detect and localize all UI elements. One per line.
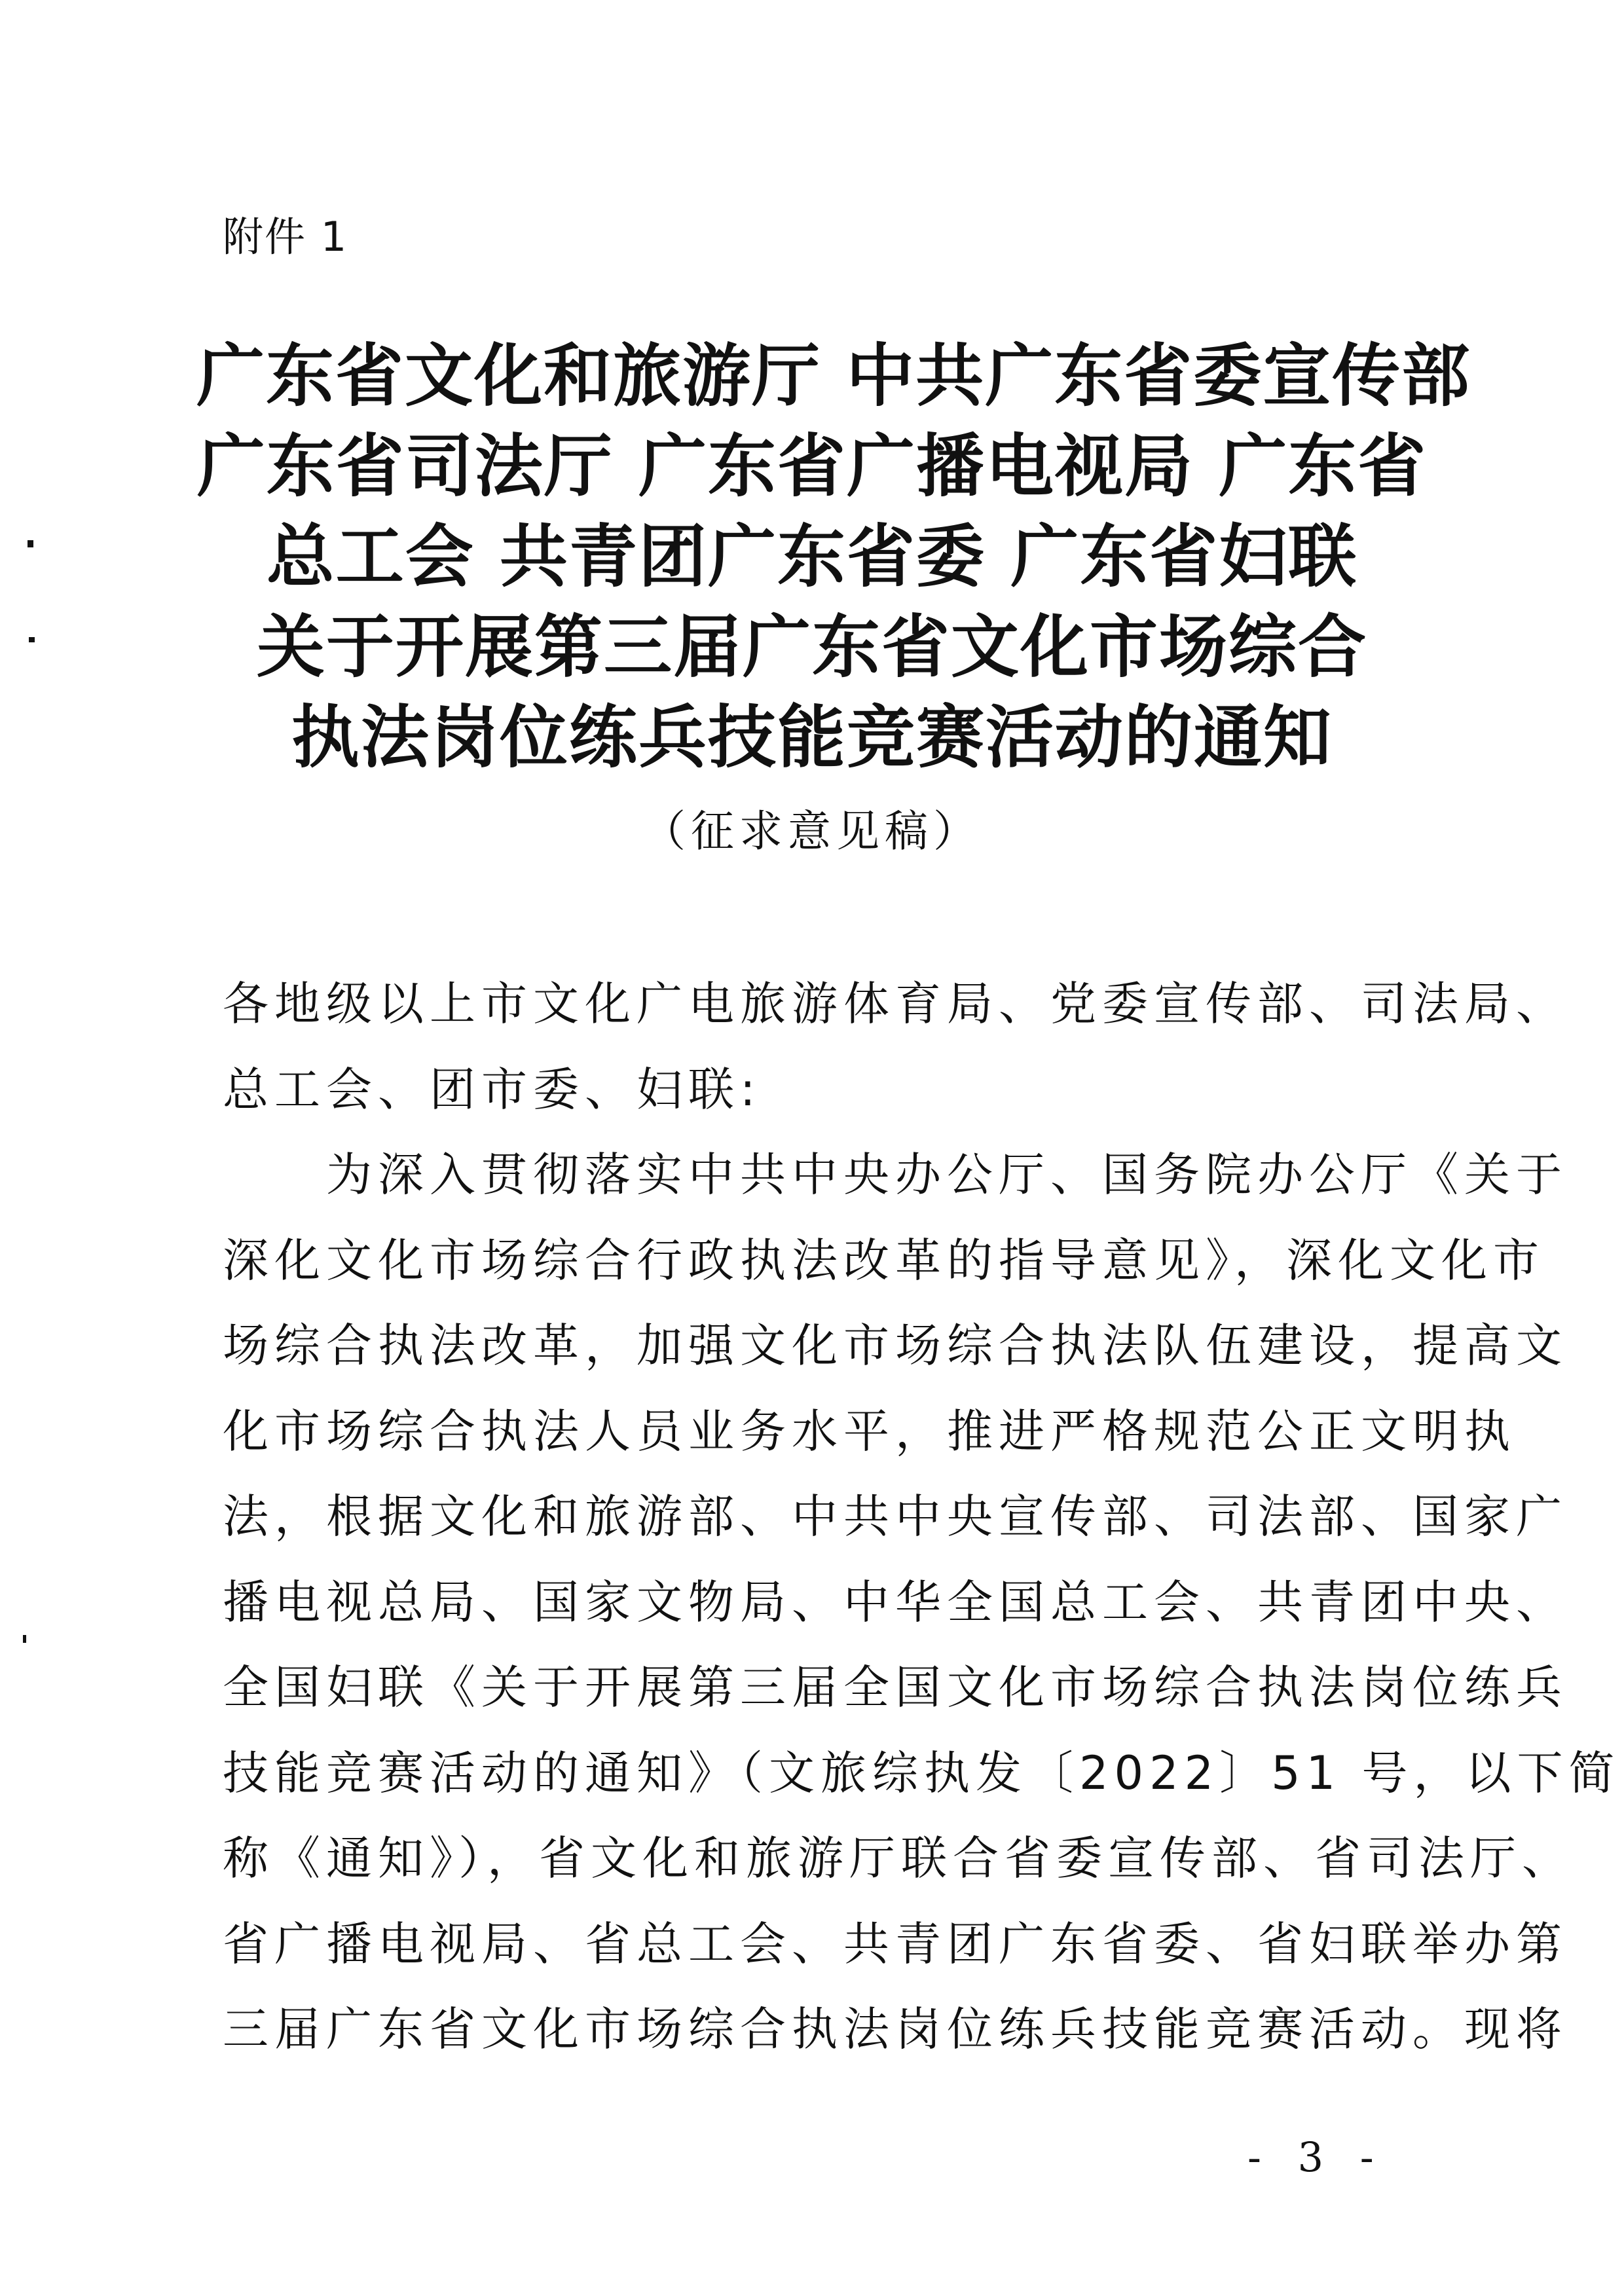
paragraph-line: 三届广东省文化市场综合执法岗位练兵技能竞赛活动。现将 (223, 2002, 1568, 2056)
document-title (196, 331, 1471, 782)
paragraph-line: 技能竞赛活动的通知》（文旅综执发〔2022〕51 号，以下简 (223, 1746, 1621, 1800)
scan-artifact (23, 1635, 26, 1643)
title-line: 广东省司法厅 广东省广播电视局 广东省 (196, 426, 1428, 506)
title-line: 总工会 共青团广东省委 广东省妇联 (266, 516, 1358, 597)
paragraph-line: 法，根据文化和旅游部、中共中央宣传部、司法部、国家广 (223, 1490, 1568, 1543)
paragraph-line: 深化文化市场综合行政执法改革的指导意见》，深化文化市 (223, 1233, 1545, 1287)
scan-artifact (29, 637, 35, 642)
attachment-label: 附件 1 (223, 213, 348, 261)
title-line: 执法岗位练兵技能竞赛活动的通知 (291, 697, 1333, 777)
paragraph-line: 称《通知》），省文化和旅游厅联合省委宣传部、省司法厅、 (223, 1831, 1574, 1885)
paragraph-line: 省广播电视局、省总工会、共青团广东省委、省妇联举办第 (223, 1917, 1568, 1971)
paragraph-line: 场综合执法改革，加强文化市场综合执法队伍建设，提高文 (223, 1319, 1568, 1372)
paragraph-line: 播电视总局、国家文物局、中华全国总工会、共青团中央、 (223, 1575, 1568, 1629)
paragraph-line: 化市场综合执法人员业务水平，推进严格规范公正文明执 (223, 1404, 1516, 1458)
paragraph-line: 为深入贯彻落实中共中央办公厅、国务院办公厅《关于 (223, 1148, 1568, 1202)
title-line: 关于开展第三届广东省文化市场综合 (256, 606, 1367, 687)
draft-subtitle: （征求意见稿） (642, 806, 982, 856)
paragraph-line: 全国妇联《关于开展第三届全国文化市场综合执法岗位练兵 (223, 1661, 1568, 1714)
body-text (223, 961, 1621, 2072)
scan-artifact (28, 540, 33, 547)
recipients-line: 总工会、团市委、妇联: (223, 1062, 762, 1116)
page-number: - 3 - (1247, 2133, 1386, 2181)
title-line: 广东省文化和旅游厅 中共广东省委宣传部 (196, 335, 1471, 416)
recipients-line: 各地级以上市文化广电旅游体育局、党委宣传部、司法局、 (223, 977, 1568, 1031)
